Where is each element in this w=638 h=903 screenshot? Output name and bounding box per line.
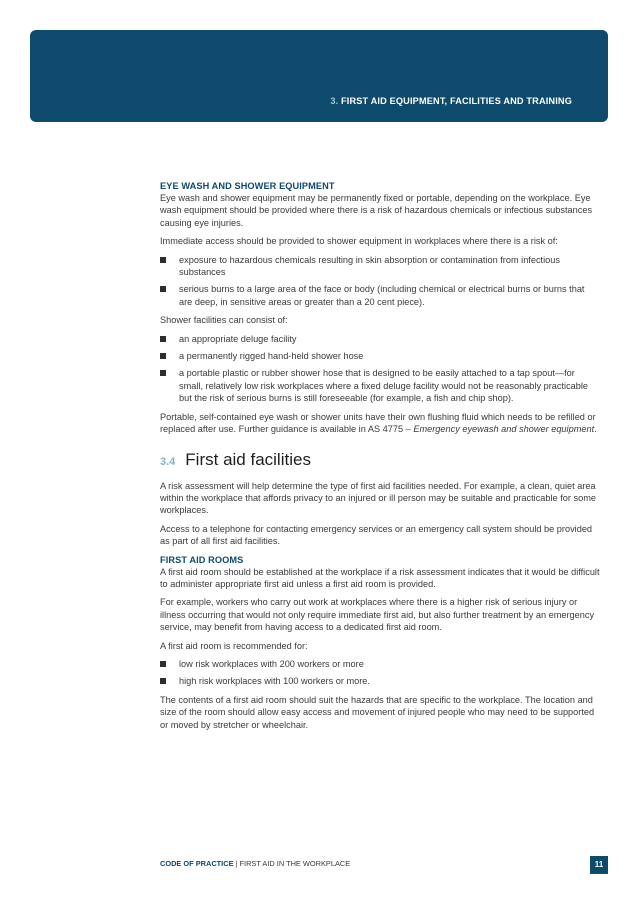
list-item-text: a portable plastic or rubber shower hose that is designed to be easily attached to a tap spout—for small, relatively low risk workplaces where a fixed deluge facility would not be reasonably practicable but the risk of serious burns is still foreseeable (for example, a fish and chip shop). <box>179 368 589 404</box>
list-item <box>160 283 600 308</box>
list-item <box>160 333 600 345</box>
eyewash-paragraph-1: Eye wash and shower equipment may be permanently fixed or portable, depending on the workplace. Eye wash equipment should be provided where there is a risk of hazardous chemicals or infectious substances causing eye injuries. <box>160 193 593 228</box>
rooms-heading: FIRST AID ROOMS <box>160 554 244 565</box>
rooms-list <box>160 658 600 688</box>
section-number: 3.4 <box>160 455 176 468</box>
section-header-title <box>330 96 572 106</box>
list-item-text: an appropriate deluge facility <box>179 333 297 344</box>
list-item <box>160 658 600 670</box>
rooms-paragraph-1: A first aid room should be established at the workplace if a risk assessment indicates that it would be difficult to administer appropriate first aid unless a first aid room is provided. <box>160 566 600 589</box>
standard-title: Emergency eyewash and shower equipment <box>413 424 595 435</box>
section-header-text: FIRST AID EQUIPMENT, FACILITIES AND TRAINING <box>340 96 572 106</box>
page-number: 11 <box>590 856 608 874</box>
bullet-square-icon <box>160 678 166 684</box>
list-item <box>160 675 600 687</box>
list-item <box>160 367 600 404</box>
rooms-paragraph-4: The contents of a first aid room should suit the hazards that are specific to the workplace. The location and size of the room should allow easy access and movement of injured people who may need to be supported or moved by stretcher or wheelchair. <box>160 694 595 730</box>
footer-code: CODE OF PRACTICE <box>160 859 234 868</box>
eyewash-paragraph-4 <box>160 411 600 436</box>
page-content <box>160 180 600 737</box>
eyewash-paragraph-2: Immediate access should be provided to shower equipment in workplaces where there is a risk of: <box>160 236 558 247</box>
facilities-list <box>160 333 600 405</box>
footer-text <box>160 859 350 868</box>
eyewash-p4-start: Portable, self-contained eye wash or shower units have their own flushing fluid which needs to be refilled or replaced after use. Further guidance is available in AS 4775 – <box>160 411 596 435</box>
eyewash-heading: EYE WASH AND SHOWER EQUIPMENT <box>160 181 335 191</box>
section-header-number: 3. <box>330 96 339 106</box>
section-title: First aid facilities <box>185 449 311 469</box>
bullet-square-icon <box>160 353 166 359</box>
list-item <box>160 254 600 279</box>
list-item-text: a permanently rigged hand-held shower hose <box>179 351 364 362</box>
bullet-square-icon <box>160 286 166 292</box>
list-item-text: serious burns to a large area of the face or body (including chemical or electrical burns or burns that are deep, in sensitive areas or greater than a 20 cent piece). <box>179 284 585 307</box>
bullet-square-icon <box>160 370 166 376</box>
page-footer <box>160 856 608 874</box>
facilities-paragraph-1: A risk assessment will help determine the type of first aid facilities needed. For example, a clean, quiet area within the workplace that affords privacy to an injured or ill person may be suitable and practicable for some workplaces. <box>160 480 596 516</box>
list-item-text: high risk workplaces with 100 workers or more. <box>179 676 370 687</box>
list-item <box>160 350 600 362</box>
eyewash-p4-end: . <box>594 424 597 435</box>
header-banner <box>30 30 608 122</box>
section-heading <box>160 450 600 470</box>
footer-separator: | <box>233 859 240 868</box>
risk-list <box>160 254 600 309</box>
list-item-text: low risk workplaces with 200 workers or more <box>179 658 364 669</box>
footer-doc-title: FIRST AID IN THE WORKPLACE <box>239 859 351 868</box>
rooms-paragraph-2: For example, workers who carry out work at workplaces where there is a higher risk of serious injury or illness occurring that would not only require immediate first aid, but also further treatment by an emergency service, may benefit from having access to a dedicated first aid room. <box>160 597 595 633</box>
bullet-square-icon <box>160 661 166 667</box>
bullet-square-icon <box>160 336 166 342</box>
rooms-paragraph-3: A first aid room is recommended for: <box>160 640 308 651</box>
facilities-paragraph-2: Access to a telephone for contacting emergency services or an emergency call system should be provided as part of all first aid facilities. <box>160 523 593 547</box>
eyewash-paragraph-3: Shower facilities can consist of: <box>160 315 288 326</box>
list-item-text: exposure to hazardous chemicals resulting in skin absorption or contamination from infectious substances <box>179 254 560 278</box>
bullet-square-icon <box>160 257 166 263</box>
